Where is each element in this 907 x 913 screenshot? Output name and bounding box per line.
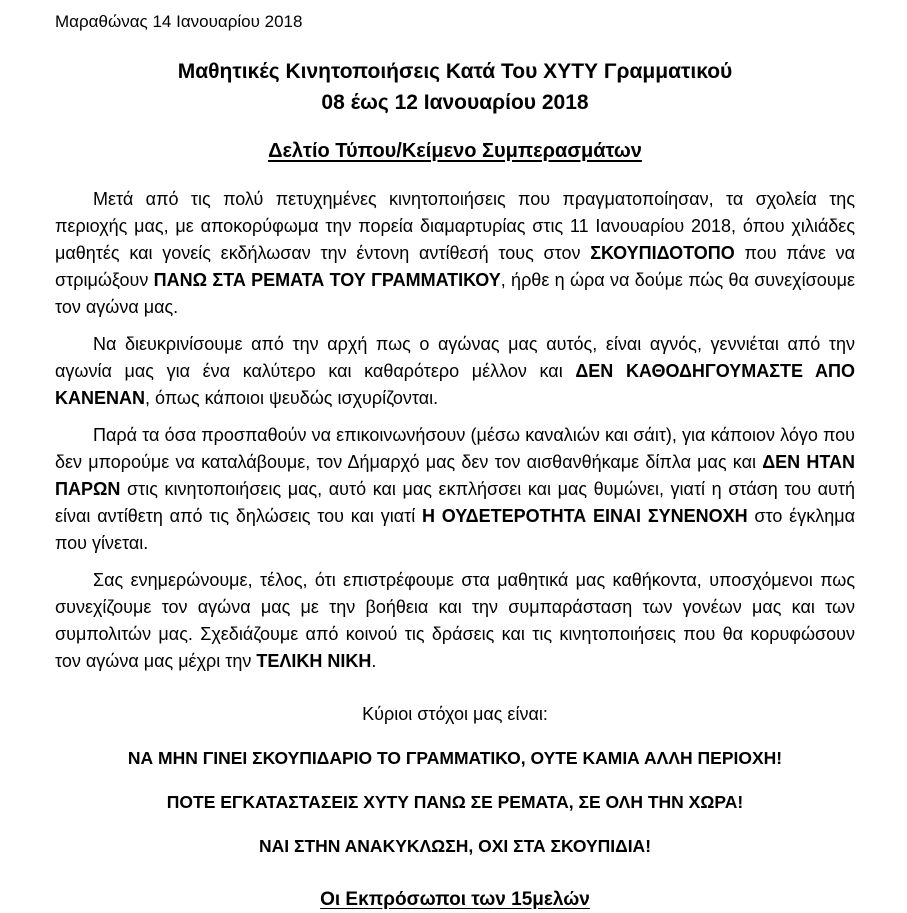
emphasized-text-run: ΔΕΝ ΚΑΘΟΔΗΓΟΥΜΑΣΤΕ ΑΠΟ ΚΑΝΕΝΑΝ	[55, 361, 855, 408]
text-run: Μετά από τις πολύ πετυχημένες κινητοποιήσεις που πραγματοποίησαν, τα σχολεία της περιοχής μας, με αποκορύφωμα την πορεία διαμαρτυρίας στις 11 Ιανουαρίου 2018, όπου χιλιάδες μαθητές και γονείς εκδήλωσαν την έντονη αντίθεσή τους στον	[55, 189, 855, 263]
date-line: Μαραθώνας 14 Ιανουαρίου 2018	[55, 12, 303, 31]
paragraph	[55, 331, 855, 412]
emphasized-text-run: ΠΑΝΩ ΣΤΑ ΡΕΜΑΤΑ ΤΟΥ ΓΡΑΜΜΑΤΙΚΟΥ	[153, 270, 501, 290]
text-run: Να διευκρινίσουμε από την αρχή πως ο αγώνας μας αυτός, είναι αγνός, γεννιέται από την αγωνία μας για ένα καλύτερο και καθαρότερο μέλλον και	[55, 334, 855, 381]
body-text	[55, 186, 855, 675]
paragraph	[55, 422, 855, 557]
text-run: .	[371, 651, 377, 671]
text-run: που πάνε να στριμώξουν	[55, 243, 855, 290]
emphasized-text-run: ΤΕΛΙΚΗ ΝΙΚΗ	[256, 651, 372, 671]
subtitle-heading	[55, 138, 855, 164]
goal-slogan: ΠΟΤΕ ΕΓΚΑΤΑΣΤΑΣΕΙΣ ΧΥΤΥ ΠΑΝΩ ΣΕ ΡΕΜΑΤΑ, ΣΕ ΟΛΗ ΤΗΝ ΧΩΡΑ!	[166, 792, 744, 812]
paragraph	[55, 567, 855, 675]
emphasized-text-run: ΔΕΝ ΗΤΑΝ ΠΑΡΩΝ	[55, 452, 855, 499]
text-run: , όπως κάποιοι ψευδώς ισχυρίζονται.	[145, 388, 439, 408]
emphasized-text-run: ΣΚΟΥΠΙΔΟΤΟΠΟ	[590, 243, 735, 263]
subtitle-text: Δελτίο Τύπου/Κείμενο Συμπερασμάτων	[268, 140, 642, 162]
text-run: , ήρθε η ώρα να δούμε πώς θα συνεχίσουμε τον αγώνα μας.	[55, 270, 855, 317]
text-run: Σας ενημερώνουμε, τέλος, ότι επιστρέφουμε στα μαθητικά μας καθήκοντα, υποσχόμενοι πως συνεχίζουμε τον αγώνα μας με την βοήθεια και την συμπαράσταση των γονέων μας και των συμπολιτών μας. Σχεδιάζουμε από κοινού τις δράσεις και τις κινητοποιήσεις που θα κορυφώσουν τον αγώνα μας μέχρι την	[55, 570, 855, 671]
title-line-1: Μαθητικές Κινητοποιήσεις Κατά Του ΧΥΤΥ Γραμματικού	[177, 60, 733, 83]
goals-intro: Κύριοι στόχοι μας είναι:	[362, 704, 548, 724]
text-run: στο έγκλημα που γίνεται.	[55, 506, 855, 553]
signature-line	[55, 886, 855, 913]
title-line-2: 08 έως 12 Ιανουαρίου 2018	[321, 91, 589, 114]
goal-slogan: ΝΑΙ ΣΤΗΝ ΑΝΑΚΥΚΛΩΣΗ, ΟΧΙ ΣΤΑ ΣΚΟΥΠΙΔΙΑ!	[258, 836, 652, 856]
signature-text: Οι Εκπρόσωποι των 15μελών	[320, 889, 590, 910]
text-run: Παρά τα όσα προσπαθούν να επικοινωνήσουν (μέσω καναλιών και σάιτ), για κάποιον λόγο που δεν μπορούμε να καταλάβουμε, τον Δήμαρχό μας δεν τον αισθανθήκαμε δίπλα μας και	[55, 425, 855, 472]
document-title	[55, 56, 855, 118]
paragraph	[55, 186, 855, 321]
goal-slogan: ΝΑ ΜΗΝ ΓΙΝΕΙ ΣΚΟΥΠΙΔΑΡΙΟ ΤΟ ΓΡΑΜΜΑΤΙΚΟ, ΟΥΤΕ ΚΑΜΙΑ ΑΛΛΗ ΠΕΡΙΟΧΗ!	[127, 748, 783, 768]
text-run: στις κινητοποιήσεις μας, αυτό και μας εκπλήσσει και μας θυμώνει, γιατί η στάση του αυτή είναι αντίθετη από τις δηλώσεις του και γιατί	[55, 479, 855, 526]
emphasized-text-run: Η ΟΥΔΕΤΕΡΟΤΗΤΑ ΕΙΝΑΙ ΣΥΝΕΝΟΧΗ	[422, 506, 748, 526]
